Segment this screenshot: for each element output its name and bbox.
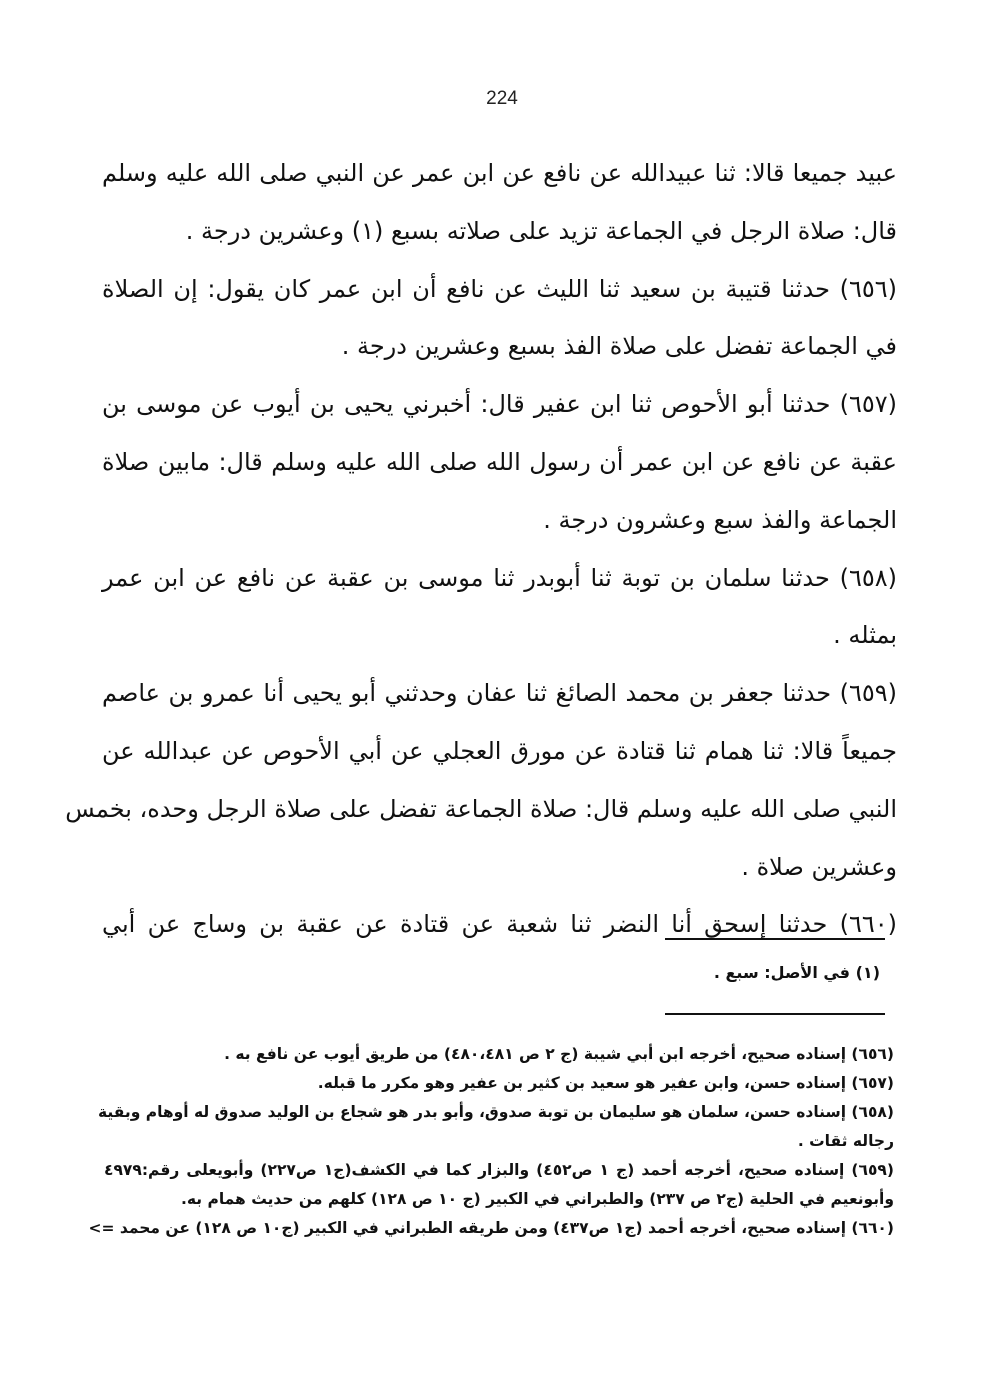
text-line: (٦٥٩) حدثنا جعفر بن محمد الصائغ ثنا عفان وحدثني أبو يحيى أنا عمرو بن عاصم (102, 679, 897, 708)
text-line: عبيد جميعا قالا: ثنا عبيدالله عن نافع عن ابن عمر عن النبي صلى الله عليه وسلم (102, 159, 897, 187)
note-line: رجاله ثقات . (797, 1132, 894, 1150)
text-line: (٦٥٨) حدثنا سلمان بن توبة ثنا أبوبدر ثنا موسى بن عقبة عن نافع عن ابن عمر (102, 563, 897, 592)
text-line: عقبة عن نافع عن ابن عمر أن رسول الله صلى الله عليه وسلم قال: مابين صلاة (102, 447, 897, 476)
text-line: في الجماعة تفضل على صلاة الفذ بسبع وعشرين درجة . (341, 332, 897, 361)
text-line: النبي صلى الله عليه وسلم قال: صلاة الجماعة تفضل على صلاة الرجل وحده، بخمس (65, 794, 897, 823)
page-number: 224 (486, 88, 518, 109)
hadith-notes (88, 1040, 894, 1243)
footnote-divider (665, 938, 885, 940)
text-line: قال: صلاة الرجل في الجماعة تزيد على صلاته بسبع (١) وعشرين درجة . (185, 216, 897, 245)
note-line: (٦٥٦) إسناده صحيح، أخرجه ابن أبي شيبة (ج ٢ ص ٤٨٠،٤٨١) من طريق أيوب عن نافع به . (224, 1045, 894, 1063)
text-line: (٦٥٦) حدثنا قتيبة بن سعيد ثنا الليث عن نافع أن ابن عمر كان يقول: إن الصلاة (102, 274, 897, 303)
footnote: (١) في الأصل: سبع . (713, 963, 880, 982)
text-line: الجماعة والفذ سبع وعشرون درجة . (543, 505, 897, 534)
text-line: (٦٦٠) حدثنا إسحق أنا النضر ثنا شعبة عن قتادة عن عقبة بن وساج عن أبي (102, 910, 897, 939)
note-line: (٦٥٨) إسناده حسن، سلمان هو سليمان بن توبة صدوق، وأبو بدر هو شجاع بن الوليد صدوق له أوهام وبقية (98, 1103, 894, 1121)
note-line: (٦٥٩) إسناده صحيح، أخرجه أحمد (ج ١ ص٤٥٢) والبزار كما في الكشف(ج١ ص٢٢٧) وأبويعلى رقم:٤٩٧٩ (104, 1161, 894, 1179)
main-text-body (65, 145, 897, 954)
text-line: بمثله . (833, 621, 897, 650)
text-line: جميعاً قالا: ثنا همام ثنا قتادة عن مورق العجلي عن أبي الأحوص عن عبدالله عن (102, 736, 897, 765)
note-line: (٦٥٧) إسناده حسن، وابن عفير هو سعيد بن كثير بن عفير وهو مكرر ما قبله. (317, 1074, 894, 1092)
note-line: وأبونعيم في الحلية (ج٢ ص ٢٣٧) والطبراني في الكبير (ج ١٠ ص ١٢٨) كلهم من حديث همام به. (180, 1190, 894, 1208)
note-line: (٦٦٠) إسناده صحيح، أخرجه أحمد (ج١ ص٤٣٧) ومن طريقه الطبراني في الكبير (ج١٠ ص ١٢٨) عن محمد => (88, 1219, 894, 1237)
text-line: وعشرين صلاة . (741, 852, 897, 881)
text-line: (٦٥٧) حدثنا أبو الأحوص ثنا ابن عفير قال: أخبرني يحيى بن أيوب عن موسى بن (102, 390, 897, 419)
notes-divider (665, 1013, 885, 1015)
